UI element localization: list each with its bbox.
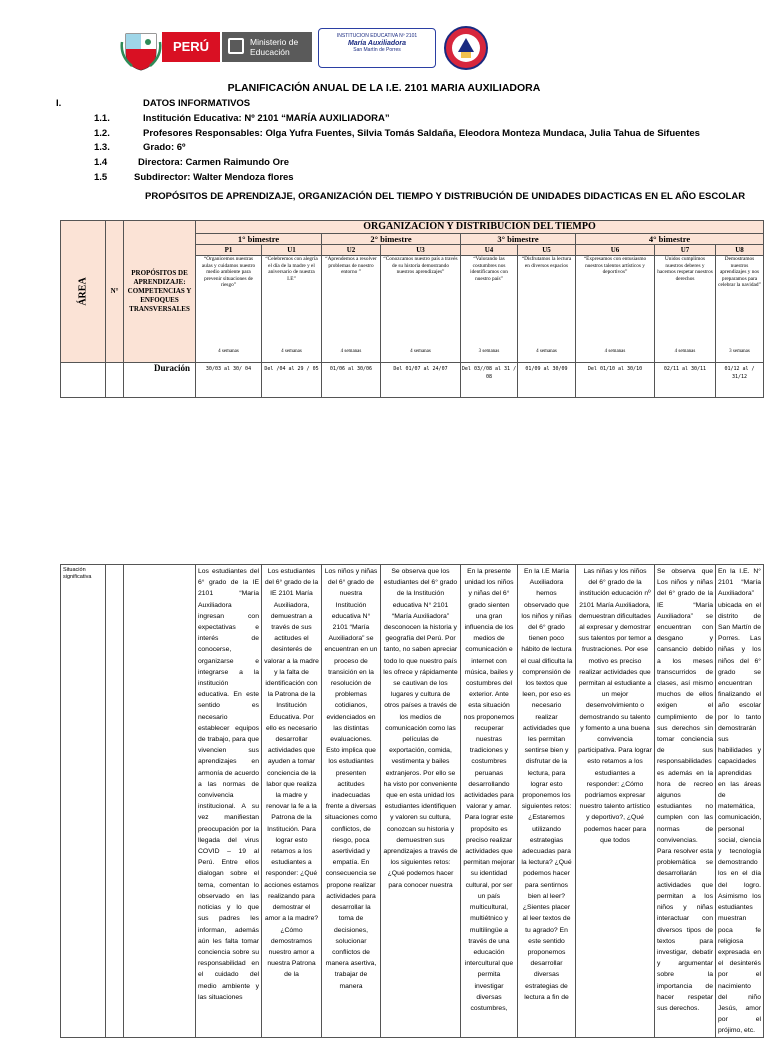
unit-code: U7: [655, 245, 716, 256]
unit-duration: Del 03//08 al 31 / 08: [461, 363, 518, 398]
info-item-number: 1.3.: [94, 142, 110, 154]
duration-number-cell: [106, 363, 124, 398]
info-item-text: Directora: Carmen Raimundo Ore: [138, 157, 289, 169]
duration-label: Duración: [124, 363, 196, 398]
unit-cell: [518, 256, 576, 363]
unit-weeks: 4 semanas: [410, 349, 431, 354]
unit-cell: [262, 256, 322, 363]
unit-title: “Celebremos con alegría el día de la madre y el aniversario de nuestra I.E”: [265, 256, 318, 282]
unit-weeks: 4 semanas: [281, 349, 302, 354]
situation-proposals-cell: [124, 565, 196, 1038]
info-item-text: Profesores Responsables: Olga Yufra Fuentes, Silvia Tomás Saldaña, Eleodora Monteza Mundaca, Julia Tahua de Sifuentes: [143, 127, 700, 139]
situation-text: Se observa que Los niños y niñas del 6° grado de la IE “María Auxiliadora” se encuentran con desgano y cansancio debido a los meses transcurridos de clases, así mismo muchos de ellos exigen el cumplimiento de sus derechos sin tomar conciencia de sus responsabilidades es además en la hora de recreo algunos estudiantes no cumplen con las normas de convivencias. Para resolver esta problemática se desarrollarán actividades que permitan a los niños y niñas interactuar con diversos tipos de textos para investigar, debatir y argumentar sobre la importancia de hacer respetar sus derechos.: [655, 565, 716, 1038]
bimester-4: 4° bimestre: [576, 234, 764, 245]
unit-cell: [381, 256, 461, 363]
unit-code: U2: [322, 245, 381, 256]
peru-shield-icon: [118, 22, 164, 74]
situation-text: Los estudiantes del 6° grado de la IE 2101 “María Auxiliadora ingresan con expectativas e interés de conocerse, organizarse e integrarse a la institución educativa. En este sentido es necesario establecer equipos de trabajo, para que vivencien sus aprendizajes en armonía de acuerdo a las normas de convivencia institucional. A su vez manifiestan preocupación por la llegada del virus COVID – 19 al Perú. Entre ellos dialogan sobre el tema, comentan lo observado en las noticias y lo que sus padres les informan, además aún les falta tomar conciencia sobre su responsabilidad en el cuidado del medio ambiente y las situaciones: [196, 565, 262, 1038]
unit-code: U1: [262, 245, 322, 256]
situation-text: Las niñas y los niños del 6° grado de la institución educación nº 2101 María Auxiliadora, demuestran dificultades al expresar y demostrar sus talentos por temor a frustraciones. Por ese motivo es preciso realizar actividades que permitan al estudiante a un mejor desenvolvimiento o demostrando su talento y fomento a una buena convivencia participativa. Para lograr esto retamos a los estudiantes a responder: ¿Cómo podríamos expresar nuestro talento artístico y deportivo?, ¿Qué podemos hacer para que todos: [576, 565, 655, 1038]
area-header: [61, 221, 106, 363]
situation-table: [60, 564, 764, 1038]
unit-title: “Valorando las costumbres nos identificamos con nuestro país”: [470, 256, 508, 282]
info-item-number: 1.4: [94, 157, 108, 169]
unit-weeks: 4 semanas: [604, 349, 626, 354]
unit-title: “Conozcamos nuestro país a través de su historia demostrando nuestros aprendizajes”: [383, 256, 458, 276]
purpose-title: PROPÓSITOS DE APRENDIZAJE, ORGANIZACIÓN DEL TIEMPO Y DISTRIBUCIÓN DE UNIDADES DIDACTICAS EN EL AÑO ESCOLAR: [145, 191, 746, 202]
info-item-number: 1.2.: [94, 127, 110, 139]
unit-duration: Del 01/07 al 24/07: [381, 363, 461, 398]
bimester-3: 3° bimestre: [461, 234, 576, 245]
number-header: N°: [106, 221, 124, 363]
unit-duration: 30/03 al 30/ 04: [196, 363, 262, 398]
unit-cell: [196, 256, 262, 363]
unit-weeks: 3 semanas: [729, 349, 750, 354]
unit-title: “Aprendemos a resolver problemas de nuestro entorno ”: [325, 256, 377, 276]
unit-title: Unidos cumplimos nuestros deberes y hacemos respetar nuestros derechos: [657, 256, 713, 282]
situation-text: Los niños y niñas del 6° grado de nuestra Institución educativa N° 2101 “María Auxiliadora” se encuentran en un proceso de transición en la resolución de problemas cotidianos, evidenciados en las distintas evaluaciones. Esto implica que los estudiantes presenten actitudes inadecuadas frente a diversas situaciones como conflictos, de riesgo, poca asertividad y empatía. En consecuencia se propone realizar actividades para desarrollar la toma de decisiones, solucionar conflictos de manera asertiva, trabajar de manera: [322, 565, 381, 1038]
planning-table: [60, 220, 764, 398]
school-badge: [318, 28, 436, 68]
unit-weeks: 4 semanas: [340, 349, 362, 354]
situation-text: En la presente unidad los niños y niñas del 6° grado sienten una gran influencia de los medios de comunicación e internet con música, bailes y costumbres del exterior. Ante esta situación nos proponemos recuperar nuestras tradiciones y costumbres peruanas desarrollando actividades para valorar y amar. Para lograr este propósito es preciso realizar actividades que permitan mejorar su identidad cultural, por ser un país multicultural, multiétnico y multilingüe a través de una educación intercultural que permita investigar diversas costumbres,: [461, 565, 518, 1038]
situation-number-cell: [106, 565, 124, 1038]
duration-area-cell: [61, 363, 106, 398]
info-item-text: Grado: 6º: [143, 142, 186, 154]
unit-duration: 02/11 al 30/11: [655, 363, 716, 398]
header-logos: [118, 22, 638, 74]
info-item-text: Institución Educativa: Nº 2101 “MARÍA AUXILIADORA”: [143, 112, 390, 124]
unit-cell: [716, 256, 764, 363]
situation-text: En la I.E María Auxiliadora hemos observado que los niños y niñas del 6° grado tienen poco hábito de lectura el cual dificulta la comprensión de los textos que leen, por eso es necesario realizar actividades que les permitan sentirse bien y disfrutar de la lectura, para lograr esto proponemos los siguientes retos: ¿Estaremos utilizando estrategias adecuadas para la lectura? ¿Qué podemos hacer para sentirnos bien al leer? ¿Sientes placer al leer textos de tu agrado? En este sentido proponemos desarrollar diversas estrategias de lectura a fin de: [518, 565, 576, 1038]
document-title: PLANIFICACIÓN ANUAL DE LA I.E. 2101 MARIA AUXILIADORA: [227, 82, 541, 94]
unit-cell: [461, 256, 518, 363]
unit-duration: 01/09 al 30/09: [518, 363, 576, 398]
unit-code: P1: [196, 245, 262, 256]
situation-text: Los estudiantes del 6° grado de la IE 2101 María Auxiliadora, demuestran a través de sus actitudes el desinterés de valorar a la madre y la falta de identificación con la Patrona de la Institución Educativa. Por ello es necesario desarrollar actividades que ayuden a tomar conciencia de la labor que realiza la madre y renovar la fe a la Patrona de la Institución. Para lograr esto retamos a los estudiantes a responder: ¿Qué acciones estamos realizando para demostrar el amor a la madre? ¿Cómo demostramos nuestro amor a nuestra Patrona de la: [262, 565, 322, 1038]
school-badge-name: María Auxiliadora: [347, 40, 407, 47]
unit-weeks: 3 semanas: [478, 349, 500, 354]
ministry-logo: [222, 32, 312, 62]
unit-title: “Disfrutamos la lectura en diversos espacios: [521, 256, 572, 269]
unit-duration: Del /04 al 29 / 05: [262, 363, 322, 398]
ministry-emblem-icon: [228, 38, 244, 54]
unit-duration: 01/06 al 30/06: [322, 363, 381, 398]
unit-duration: 01/12 al / 31/12: [716, 363, 764, 398]
unit-code: U6: [576, 245, 655, 256]
school-crest-icon: [442, 24, 490, 72]
unit-weeks: 4 semanas: [674, 349, 696, 354]
unit-duration: Del 01/10 al 30/10: [576, 363, 655, 398]
unit-title: “Organicemos nuestras aulas y cuidamos nuestro medio ambiente para prevenir situaciones de riesgo”: [201, 256, 256, 289]
unit-cell: [576, 256, 655, 363]
situation-text: En la I.E. N° 2101 “María Auxiliadora” ubicada en el distrito de San Martín de Porres. Las niñas y los niños del 6° grado se encuentran finalizando el año escolar por lo tanto demostrarán sus habilidades y capacidades aprendidas en las áreas de matemática, comunicación, personal social, ciencia y tecnología demostrando los en el día del logro. Asimismo los estudiantes muestran poca fe religiosa expresada en el desinterés por el nacimiento del niño Jesús, amor por el prójimo, etc.: [716, 565, 764, 1038]
situation-text: Se observa que los estudiantes del 6° grado de la Institución educativa N° 2101 “María Auxiliadora” desconocen la historia y geografía del Perú. Por tanto, no saben apreciar todo lo que nuestro país les ofrece y rápidamente se cautivan de los lugares y cultura de otros países a través de los medios de comunicación como las películas de exportación, comida, vestimenta y bailes extranjeros. Por ello se ha visto por conveniente que en esta unidad los estudiantes identifiquen y valoren su cultura, conozcan su historia y demuestren sus aprendizajes a través de los siguientes retos: ¿Qué podemos hacer para conocer nuestra: [381, 565, 461, 1038]
area-label: ÁREA: [77, 277, 89, 306]
unit-title: “Expresamos con entusiasmo nuestros talentos artísticos y deportivos”: [583, 256, 647, 276]
bimester-1: 1° bimestre: [196, 234, 322, 245]
unit-code: U8: [716, 245, 764, 256]
peru-logo: PERÚ: [162, 32, 220, 62]
section-number: I.: [56, 98, 62, 109]
unit-code: U5: [518, 245, 576, 256]
bimester-2: 2° bimestre: [322, 234, 461, 245]
info-item-text: Subdirector: Walter Mendoza flores: [134, 171, 294, 183]
info-item-number: 1.5: [94, 171, 108, 183]
proposals-header: PROPÓSITOS DE APRENDIZAJE: COMPETENCIAS Y ENFOQUES TRANSVERSALES: [124, 221, 196, 363]
unit-weeks: 4 semanas: [218, 349, 239, 354]
info-item-number: 1.1.: [94, 112, 110, 124]
ministry-label: Ministerio de Educación: [250, 37, 299, 57]
organization-header: ORGANIZACIÓN Y DISTRIBUCIÓN DEL TIEMPO: [196, 221, 764, 234]
school-badge-district: San Martín de Porres: [353, 47, 401, 53]
unit-cell: [655, 256, 716, 363]
unit-title: Demostramos nuestros aprendizajes y nos preparamos para celebrar la navidad”: [718, 256, 761, 289]
unit-cell: [322, 256, 381, 363]
unit-code: U4: [461, 245, 518, 256]
situation-label: Situación significativa: [61, 565, 106, 1038]
unit-code: U3: [381, 245, 461, 256]
school-badge-line1: INSTITUCION EDUCATIVA Nº 2101: [336, 33, 418, 39]
section-title: DATOS INFORMATIVOS: [143, 98, 251, 109]
unit-weeks: 4 semanas: [536, 349, 557, 354]
